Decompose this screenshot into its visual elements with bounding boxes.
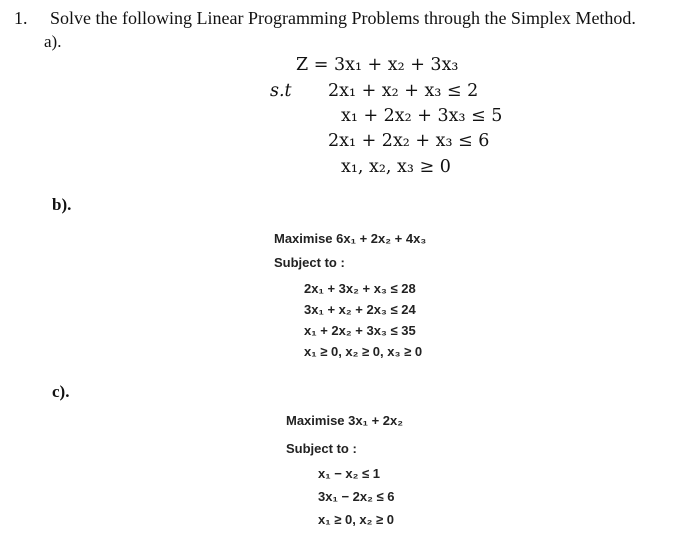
part-b-objective: Maximise 6x₁ + 2x₂ + 4x₃ <box>274 231 427 246</box>
part-b-constraint-3: x₁ + 2x₂ + 3x₃ ≤ 35 <box>304 323 416 338</box>
part-b-nonnegativity: x₁ ≥ 0, x₂ ≥ 0, x₃ ≥ 0 <box>304 344 423 359</box>
part-c-nonnegativity: x₁ ≥ 0, x₂ ≥ 0 <box>318 512 395 527</box>
part-a-constraint-2: x₁ + 2x₂ + 3x₃ ≤ 5 <box>341 106 503 126</box>
part-a-constraint-3: 2x₁ + 2x₂ + x₃ ≤ 6 <box>328 131 490 151</box>
part-b-label: b). <box>52 195 72 214</box>
part-b-constraint-1: 2x₁ + 3x₂ + x₃ ≤ 28 <box>304 281 416 296</box>
part-a-nonnegativity: x₁, x₂, x₃ ≥ 0 <box>341 157 451 177</box>
part-a-label: a). <box>44 32 62 51</box>
part-c-label: c). <box>52 382 70 401</box>
part-c-subject-to: Subject to : <box>286 441 357 456</box>
part-a-objective: Z = 3x₁ + x₂ + 3x₃ <box>296 55 459 75</box>
part-c-constraint-1: x₁ − x₂ ≤ 1 <box>318 466 381 481</box>
question-number: 1. <box>14 8 28 28</box>
question-title: Solve the following Linear Programming Problems through the Simplex Method. <box>50 8 636 28</box>
part-a-constraint-1: 2x₁ + x₂ + x₃ ≤ 2 <box>328 81 479 101</box>
part-a-st-label: s.t <box>270 81 292 101</box>
part-b-constraint-2: 3x₁ + x₂ + 2x₃ ≤ 24 <box>304 302 416 317</box>
part-c-constraint-2: 3x₁ − 2x₂ ≤ 6 <box>318 489 395 504</box>
part-b-subject-to: Subject to : <box>274 255 345 270</box>
part-c-objective: Maximise 3x₁ + 2x₂ <box>286 413 404 428</box>
